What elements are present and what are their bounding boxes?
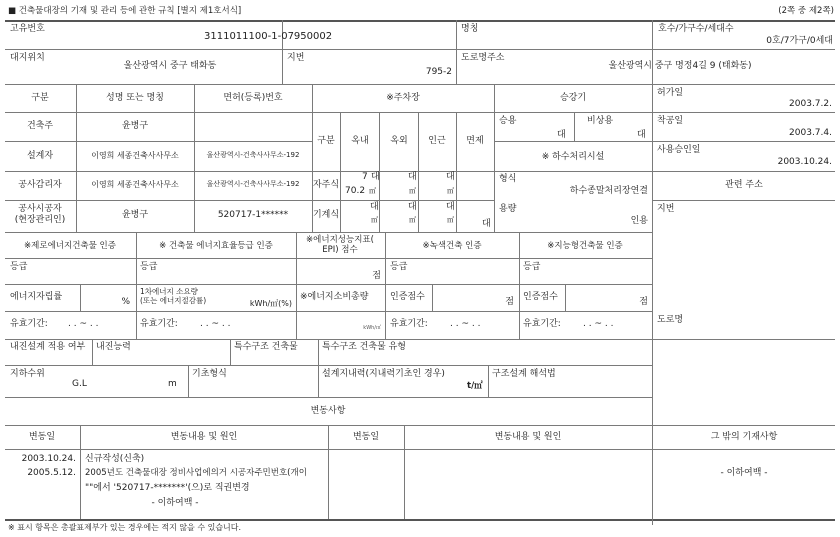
units-label: 호수/가구수/세대수 xyxy=(658,24,734,34)
owner-name: 윤병구 xyxy=(121,121,149,131)
role-owner: 건축주 xyxy=(26,121,54,131)
people-role-header: 구분 xyxy=(31,93,49,103)
grid-line xyxy=(5,311,652,312)
smart-building-title: ※지능형건축물 인증 xyxy=(547,241,623,251)
grid-line xyxy=(565,284,566,311)
change-date: 2005.5.12. xyxy=(27,468,76,478)
unit-dae: 대 xyxy=(408,172,417,182)
grid-line xyxy=(385,232,386,339)
changes-title: 변동사항 xyxy=(310,406,346,416)
grid-line xyxy=(328,425,329,519)
unit-dae: 대 xyxy=(371,172,380,182)
eff-grade-label: 등급 xyxy=(140,262,158,272)
grid-line xyxy=(519,232,520,339)
groundwater-label: 지하수위 xyxy=(10,369,45,379)
supervisor-license: 울산광역시-건축사사무소-192 xyxy=(206,180,300,188)
grid-line xyxy=(494,112,652,113)
other-notes-value: - 이하여백 - xyxy=(720,468,768,478)
grid-line xyxy=(76,84,77,232)
foundation-label: 기초형식 xyxy=(192,369,227,379)
change-content: 신규작성(신축) xyxy=(85,454,145,464)
grid-line xyxy=(5,258,652,259)
page-indicator: (2쪽 중 제2쪽) xyxy=(778,6,834,16)
grid-line xyxy=(5,365,652,366)
changes-content-header-2: 변동내용 및 원인 xyxy=(494,432,562,442)
related-lot-label: 지번 xyxy=(657,204,675,214)
zero-grade-label: 등급 xyxy=(10,262,28,272)
epi-title: ※에너지성능지표( xyxy=(306,235,374,245)
grid-line xyxy=(136,232,137,339)
change-date: 2003.10.24. xyxy=(21,454,76,464)
grid-line xyxy=(5,84,835,85)
grid-line xyxy=(340,112,341,232)
epi-score-unit: 점 xyxy=(372,271,381,281)
site-label: 대지위치 xyxy=(10,53,45,63)
energy-consumption-label: ※에너지소비총량 xyxy=(300,292,369,302)
groundwater-unit: m xyxy=(168,379,177,389)
id-label: 고유번호 xyxy=(10,24,45,34)
grid-line xyxy=(488,365,489,397)
grid-line xyxy=(318,365,319,397)
role-constructor-sub: (현장관리인) xyxy=(14,215,66,225)
sewage-capacity-unit: 인용 xyxy=(630,216,648,226)
primary-energy-unit: kWh/㎡(%) xyxy=(249,299,292,308)
changes-content-header: 변동내용 및 원인 xyxy=(170,432,238,442)
role-constructor: 공사시공자 xyxy=(18,204,62,214)
related-road-label: 도로명 xyxy=(657,315,684,325)
groundwater-gl: G.L xyxy=(72,379,87,389)
design-bearing-label: 설계지내력(지내력기초인 경우) xyxy=(322,369,445,379)
unit-m2: ㎡ xyxy=(371,216,378,224)
parking-h-indoor: 옥내 xyxy=(351,136,369,146)
grid-line xyxy=(652,20,653,84)
quake-capacity-label: 내진능력 xyxy=(96,342,131,352)
unit-m2: ㎡ xyxy=(409,187,416,195)
grid-line xyxy=(652,171,835,172)
grid-line xyxy=(5,200,494,201)
grid-line xyxy=(194,84,195,232)
road-value: 울산광역시 중구 명정4길 9 (태화동) xyxy=(608,61,752,71)
self-indoor-count: 7 xyxy=(362,172,368,182)
start-date-value: 2003.7.4. xyxy=(789,128,832,138)
grid-line xyxy=(652,84,653,525)
grid-line xyxy=(432,284,433,311)
eff-period-value: . . ~ . . xyxy=(200,319,231,329)
parking-h-exempt: 면제 xyxy=(466,136,484,146)
smart-score-label: 인증점수 xyxy=(523,292,558,302)
parking-h-nearby: 인근 xyxy=(428,136,446,146)
design-bearing-unit: t/㎡ xyxy=(467,381,483,391)
green-building-title: ※녹색건축 인증 xyxy=(422,241,482,251)
grid-line xyxy=(318,339,319,365)
people-license-header: 면허(등록)번호 xyxy=(223,93,283,103)
grid-line xyxy=(296,232,297,339)
zero-energy-title: ※제로에너지건축물 인증 xyxy=(24,241,116,251)
zero-period-value: . . ~ . . xyxy=(68,319,99,329)
elevator-passenger: 승용 xyxy=(499,116,517,126)
changes-date-header-2: 변동일 xyxy=(352,432,380,442)
role-supervisor: 공사감리자 xyxy=(18,180,62,190)
primary-energy-label: 1차에너지 소요량 xyxy=(140,287,198,296)
permit-date-label: 허가일 xyxy=(657,88,684,98)
constructor-name: 윤병구 xyxy=(121,210,149,220)
grid-line xyxy=(282,20,283,84)
elevator-unit: 대 xyxy=(557,130,566,140)
structural-analysis-label: 구조설계 해석법 xyxy=(492,369,556,379)
self-sufficiency-unit: % xyxy=(121,297,130,307)
unit-dae: 대 xyxy=(446,172,455,182)
supervisor-name: 이영희 세종건축사사무소 xyxy=(91,180,179,189)
energy-efficiency-title: ※ 건축물 에너지효율등급 인증 xyxy=(159,241,273,251)
id-value: 3111011100-1-07950002 xyxy=(204,31,333,42)
special-structure-type-label: 특수구조 건축물 유형 xyxy=(322,342,406,352)
epi-title-2: EPI) 점수 xyxy=(322,245,358,255)
special-structure-label: 특수구조 건축물 xyxy=(234,342,298,352)
unit-dae: 대 xyxy=(370,202,379,212)
parking-title: ※주차장 xyxy=(386,93,420,103)
consumption-unit: kWh/㎡ xyxy=(363,325,381,331)
green-period-label: 유효기간: xyxy=(390,319,428,329)
smart-period-label: 유효기간: xyxy=(523,319,561,329)
grid-line xyxy=(494,141,652,142)
grid-line xyxy=(652,200,835,201)
grid-line xyxy=(80,284,81,311)
grid-line xyxy=(418,112,419,232)
approval-date-value: 2003.10.24. xyxy=(777,157,832,167)
quake-design-label: 내진설계 적용 여부 xyxy=(10,342,86,352)
road-label: 도로명주소 xyxy=(461,53,505,63)
self-indoor-area: 70.2 xyxy=(345,186,366,196)
lot-value: 795-2 xyxy=(425,67,452,77)
unit-m2: ㎡ xyxy=(409,216,416,224)
unit-m2: ㎡ xyxy=(447,187,454,195)
parking-self-label: 자주식 xyxy=(312,180,340,190)
sewage-type-label: 형식 xyxy=(499,174,517,184)
constructor-license: 520717-1****** xyxy=(217,210,289,220)
grid-line xyxy=(230,339,231,365)
start-date-label: 착공일 xyxy=(657,116,684,126)
permit-date-value: 2003.7.2. xyxy=(789,99,832,109)
parking-h-type: 구분 xyxy=(317,136,335,146)
change-content: - 이하여백 - xyxy=(151,498,199,508)
unit-dae: 대 xyxy=(482,219,491,229)
zero-period-label: 유효기간: xyxy=(10,319,48,329)
grid-line xyxy=(5,425,835,426)
units-value: 0호/7가구/0세대 xyxy=(766,36,833,46)
smart-score-unit: 점 xyxy=(639,297,648,307)
grid-line xyxy=(494,84,495,232)
change-content: ""에서 '520717-*******'(으)로 직권변경 xyxy=(85,483,250,493)
related-address-title: 관련 주소 xyxy=(725,180,763,190)
unit-m2: ㎡ xyxy=(447,216,454,224)
form-title: ■ 건축물대장의 기재 및 관리 등에 관한 규칙 [별지 제1호서식] xyxy=(8,6,242,16)
self-sufficiency-label: 에너지자립률 xyxy=(10,292,63,302)
grid-line xyxy=(574,112,575,141)
grid-line xyxy=(5,397,652,398)
sewage-title: ※ 하수처리시설 xyxy=(541,152,605,162)
change-content: 2005년도 건축물대장 정비사업에의거 시공자주민번호(개이 xyxy=(85,468,307,478)
smart-period-value: . . ~ . . xyxy=(583,319,614,329)
grid-line xyxy=(404,425,405,519)
elevator-unit: 대 xyxy=(637,130,646,140)
grid-line xyxy=(5,171,652,172)
designer-license: 울산광역시-건축사사무소-192 xyxy=(206,151,300,159)
people-name-header: 성명 또는 명칭 xyxy=(106,93,164,103)
name-label: 명칭 xyxy=(461,24,479,34)
smart-grade-label: 등급 xyxy=(523,262,541,272)
changes-date-header: 변동일 xyxy=(28,432,56,442)
primary-energy-label-2: (또는 에너지절감률) xyxy=(140,296,207,305)
grid-line xyxy=(456,20,457,84)
grid-line xyxy=(5,284,652,285)
grid-line xyxy=(5,339,835,340)
grid-line xyxy=(652,112,835,113)
grid-line xyxy=(5,449,835,450)
lot-label: 지번 xyxy=(287,53,305,63)
green-grade-label: 등급 xyxy=(390,262,408,272)
approval-date-label: 사용승인일 xyxy=(657,145,701,155)
site-value: 울산광역시 중구 태화동 xyxy=(123,61,217,71)
green-score-unit: 점 xyxy=(505,297,514,307)
unit-m2: ㎡ xyxy=(369,187,376,195)
green-score-label: 인증점수 xyxy=(390,292,425,302)
grid-line xyxy=(92,339,93,365)
eff-period-label: 유효기간: xyxy=(140,319,178,329)
role-designer: 설계자 xyxy=(26,151,54,161)
elevator-title: 승강기 xyxy=(559,93,587,103)
sewage-type-value: 하수종말처리장연결 xyxy=(569,186,648,196)
parking-mech-label: 기계식 xyxy=(312,210,340,220)
parking-h-outdoor: 옥외 xyxy=(390,136,408,146)
green-period-value: . . ~ . . xyxy=(450,319,481,329)
grid-line xyxy=(652,141,835,142)
unit-dae: 대 xyxy=(446,202,455,212)
table-top-border xyxy=(5,20,835,22)
grid-line xyxy=(5,141,312,142)
grid-line xyxy=(456,112,457,232)
grid-line xyxy=(80,425,81,519)
designer-name: 이영희 세종건축사사무소 xyxy=(91,151,179,160)
grid-line xyxy=(5,49,835,50)
footer-note: ※ 표시 항목은 총괄표제부가 있는 경우에는 적지 않을 수 있습니다. xyxy=(8,523,242,532)
sewage-capacity-label: 용량 xyxy=(499,204,517,214)
other-notes-header: 그 밖의 기재사항 xyxy=(710,432,778,442)
grid-line xyxy=(5,232,652,233)
unit-dae: 대 xyxy=(408,202,417,212)
elevator-emergency: 비상용 xyxy=(587,116,614,126)
table-bottom-border xyxy=(5,519,835,521)
grid-line xyxy=(188,365,189,397)
